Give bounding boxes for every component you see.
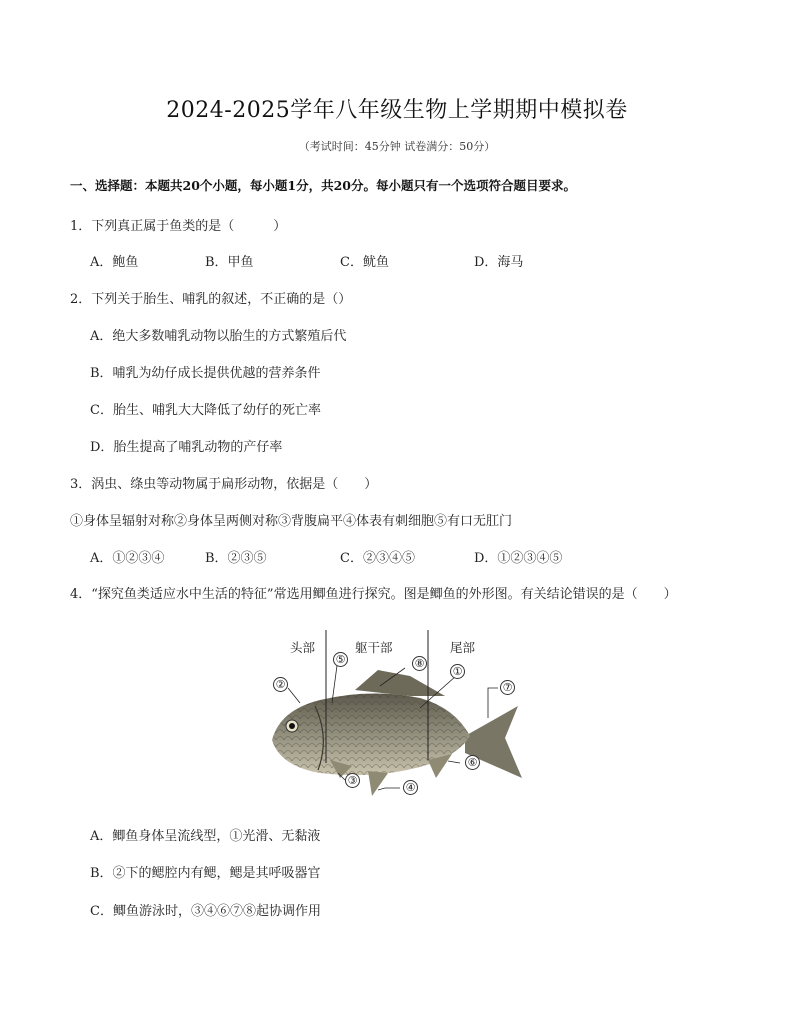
q4-option-a: A．鲫鱼身体呈流线型，①光滑、无黏液 [90,829,321,844]
q1-option-a: A．鲍鱼 [90,255,139,270]
section-heading: 一、选择题：本题共20个小题，每小题1分，共20分。每小题只有一个选项符合题目要求。 [70,178,576,193]
pelvic-fin [368,771,388,796]
question-2-stem: 2．下列关于胎生、哺乳的叙述，不正确的是（） [70,292,352,307]
marker-4: ④ [403,780,418,795]
marker-5: ⑤ [333,652,348,667]
label-head: 头部 [290,640,316,655]
q4-option-b: B．②下的鳃腔内有鳃，鳃是其呼吸器官 [90,866,321,881]
marker-1: ① [450,664,465,679]
dorsal-fin [355,670,445,696]
q1-option-d: D．海马 [474,255,524,270]
label-trunk: 躯干部 [355,640,393,655]
q1-option-b: B．甲鱼 [205,255,254,270]
page-title: 2024-2025学年八年级生物上学期期中模拟卷 [166,98,628,123]
marker-7: ⑦ [500,680,515,695]
q3-option-b: B．②③⑤ [205,551,267,566]
question-1-stem: 1．下列真正属于鱼类的是（ ） [70,219,287,234]
marker-6: ⑥ [465,755,480,770]
q1-option-c: C．鱿鱼 [340,255,389,270]
q3-option-a: A．①②③④ [90,551,165,566]
marker-8: ⑧ [412,656,427,671]
q3-option-c: C．②③④⑤ [340,551,415,566]
q2-option-d: D．胎生提高了哺乳动物的产仔率 [90,440,283,455]
q2-option-c: C．胎生、哺乳大大降低了幼仔的死亡率 [90,403,321,418]
q4-option-c: C．鲫鱼游泳时，③④⑥⑦⑧起协调作用 [90,904,321,919]
question-3-stem: 3．涡虫、绦虫等动物属于扁形动物，依据是（ ） [70,477,378,492]
exam-info: （考试时间：45分钟 试卷满分：50分） [298,140,496,153]
q2-option-b: B．哺乳为幼仔成长提供优越的营养条件 [90,366,321,381]
fish-figure [260,628,530,803]
q3-option-d: D．①②③④⑤ [474,551,563,566]
marker-3: ③ [345,773,360,788]
question-4-stem: 4．“探究鱼类适应水中生活的特征”常选用鲫鱼进行探究。图是鲫鱼的外形图。有关结论错误的是（ ） [70,587,677,602]
question-3-statements: ①身体呈辐射对称②身体呈两侧对称③背腹扁平④体表有刺细胞⑤有口无肛门 [70,514,513,529]
q2-option-a: A．绝大多数哺乳动物以胎生的方式繁殖后代 [90,329,347,344]
label-tail: 尾部 [450,640,476,655]
marker-2: ② [273,677,288,692]
